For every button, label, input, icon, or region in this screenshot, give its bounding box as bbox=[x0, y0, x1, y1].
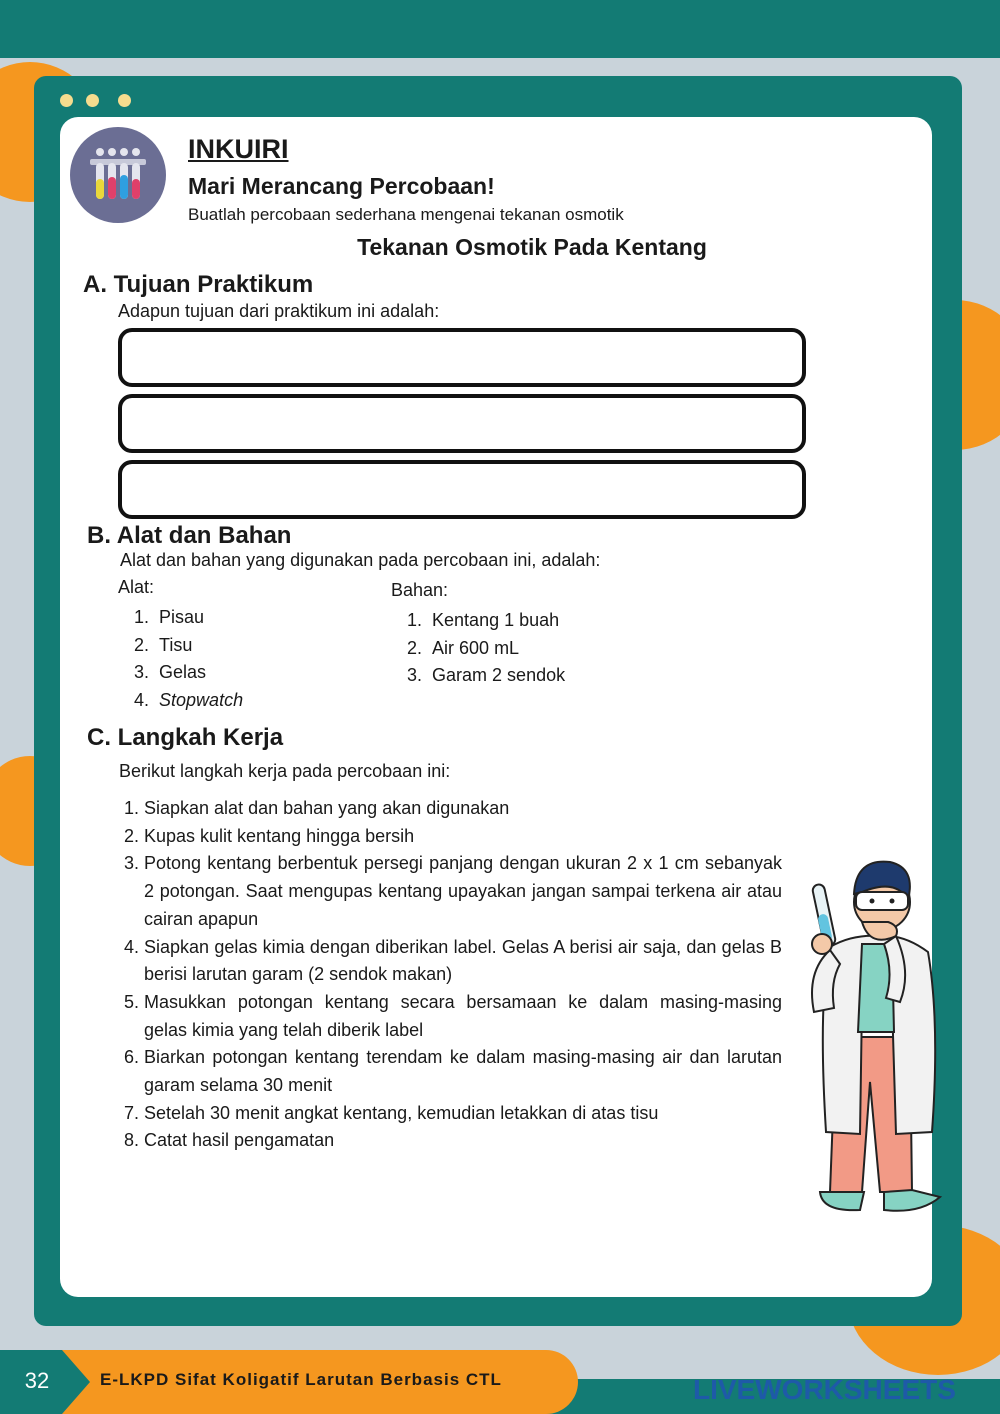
activity-heading: Mari Merancang Percobaan! bbox=[188, 173, 495, 199]
list-item: 3. Gelas bbox=[134, 662, 207, 683]
bahan-list bbox=[407, 607, 565, 690]
section-c-intro: Berikut langkah kerja pada percobaan ini: bbox=[119, 761, 451, 781]
section-c-title: C. Langkah Kerja bbox=[87, 724, 284, 751]
list-item: 1. Kentang 1 buah bbox=[407, 610, 560, 630]
footer-title: E-LKPD Sifat Koligatif Larutan Berbasis CTL bbox=[100, 1370, 502, 1389]
step-item: 5. Masukkan potongan kentang secara bersamaan ke dalam masing-masing gelas kimia yang telah diberik label bbox=[124, 991, 782, 1040]
step-item: 6. Biarkan potongan kentang terendam ke dalam masing-masing air dan larutan garam selama 30 menit bbox=[124, 1047, 782, 1096]
section-b-intro: Alat dan bahan yang digunakan pada percobaan ini, adalah: bbox=[120, 550, 601, 570]
test-tubes-icon bbox=[70, 127, 166, 223]
section-b-title: B. Alat dan Bahan bbox=[87, 522, 292, 549]
step-item: 1. Siapkan alat dan bahan yang akan digunakan bbox=[124, 798, 510, 818]
list-item: 1. Pisau bbox=[134, 607, 205, 627]
answer-box-2[interactable] bbox=[118, 394, 806, 453]
scientist-illustration bbox=[800, 852, 960, 1227]
list-item: 2. Tisu bbox=[134, 634, 193, 655]
section-a-title: A. Tujuan Praktikum bbox=[83, 271, 314, 298]
bahan-label: Bahan: bbox=[391, 580, 449, 600]
page-number: 32 bbox=[24, 1368, 50, 1393]
step-item: 7. Setelah 30 menit angkat kentang, kemudian letakkan di atas tisu bbox=[124, 1102, 659, 1123]
window-dot bbox=[60, 94, 73, 107]
step-item: 2. Kupas kulit kentang hingga bersih bbox=[124, 825, 415, 846]
activity-instruction: Buatlah percobaan sederhana mengenai tekanan osmotik bbox=[188, 205, 624, 224]
page-title: Tekanan Osmotik Pada Kentang bbox=[357, 234, 707, 260]
top-bar bbox=[0, 0, 1000, 58]
alat-label: Alat: bbox=[118, 577, 155, 597]
liveworksheets-brand: LIVEWORKSHEETS bbox=[693, 1374, 956, 1405]
steps-list bbox=[124, 795, 782, 1155]
step-item: 4. Siapkan gelas kimia dengan diberikan label. Gelas A berisi air saja, dan gelas B berisi larutan garam (2 sendok makan) bbox=[124, 936, 782, 985]
list-item: 4. Stopwatch bbox=[134, 690, 244, 711]
liveworksheets-logo[interactable] bbox=[693, 1374, 956, 1406]
list-item: 2. Air 600 mL bbox=[407, 637, 520, 658]
answer-box-1[interactable] bbox=[118, 328, 806, 387]
window-dot bbox=[86, 94, 99, 107]
window-dot bbox=[118, 94, 131, 107]
answer-box-3[interactable] bbox=[118, 460, 806, 519]
list-item: 3. Garam 2 sendok bbox=[407, 665, 566, 686]
section-a-intro: Adapun tujuan dari praktikum ini adalah: bbox=[118, 301, 440, 321]
section-label: INKUIRI bbox=[188, 134, 289, 164]
step-item: 3. Potong kentang berbentuk persegi panjang dengan ukuran 2 x 1 cm sebanyak 2 potongan. Saat mengupas kentang upayakan jangan sampai terkena air atau cairan apapun bbox=[124, 853, 782, 929]
step-item: 8. Catat hasil pengamatan bbox=[124, 1130, 335, 1151]
alat-list bbox=[134, 604, 243, 715]
